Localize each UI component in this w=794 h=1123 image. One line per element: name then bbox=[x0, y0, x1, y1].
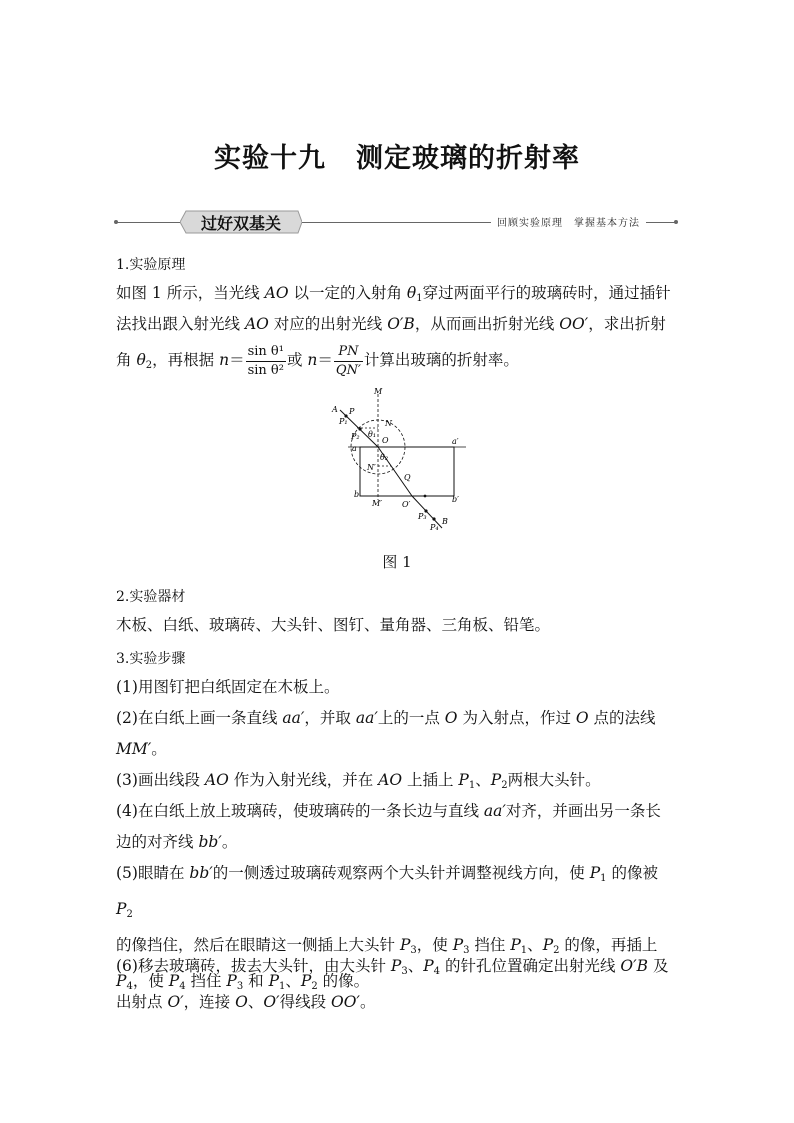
var: P bbox=[399, 936, 411, 954]
figure-caption: 图 1 bbox=[382, 553, 412, 571]
sub: 2 bbox=[126, 909, 133, 920]
label-o: O bbox=[382, 436, 389, 445]
sub: 1 bbox=[600, 873, 607, 884]
label-theta1: θ₁ bbox=[368, 430, 377, 439]
var: P bbox=[589, 864, 601, 882]
text: 挡住 bbox=[469, 936, 511, 954]
var: P bbox=[390, 957, 402, 975]
label-b: b bbox=[354, 490, 360, 499]
text: 、 bbox=[407, 957, 424, 975]
text: 对齐，并画出另一条长 bbox=[505, 802, 661, 820]
sub: 2 bbox=[311, 981, 318, 992]
sub: 3 bbox=[463, 945, 470, 956]
principle-line-3-formula bbox=[116, 340, 678, 386]
var: P bbox=[542, 936, 554, 954]
sub: 3 bbox=[236, 981, 244, 992]
label-theta2: θ₂ bbox=[380, 453, 389, 462]
text: 作为入射光线，并在 bbox=[228, 771, 379, 789]
label-m-prime: M′ bbox=[372, 499, 383, 508]
text: 两根大头针。 bbox=[507, 771, 601, 789]
text: ，使 bbox=[416, 936, 453, 954]
text: 的一侧透过玻璃砖观察两个大头针并调整视线方向，使 bbox=[212, 864, 590, 882]
label-p1: P₁ bbox=[339, 417, 348, 426]
var: θ bbox=[136, 351, 146, 369]
text: 法找出跟入射光线 bbox=[116, 315, 245, 333]
text: 、 bbox=[247, 993, 264, 1011]
sub: 3 bbox=[410, 945, 417, 956]
sub: 4 bbox=[433, 966, 441, 977]
var: O′B bbox=[620, 957, 649, 975]
label-b-point: B bbox=[442, 517, 448, 526]
pin-p2 bbox=[358, 427, 361, 430]
sub: 3 bbox=[401, 966, 408, 977]
label-p: P bbox=[349, 407, 355, 416]
equipment-text: 木板、白纸、玻璃砖、大头针、图钉、量角器、三角板、铅笔。 bbox=[116, 616, 551, 634]
label-p3: P₃ bbox=[418, 512, 427, 521]
var: P bbox=[116, 972, 127, 990]
text: 角 bbox=[116, 351, 137, 369]
equipment-heading: 2.实验器材 bbox=[116, 589, 186, 605]
sub: 2 bbox=[553, 945, 560, 956]
var: AO bbox=[378, 771, 403, 789]
text: 上插上 bbox=[402, 771, 459, 789]
label-p2: P₂ bbox=[351, 432, 360, 441]
text: 的针孔位置确定出射光线 bbox=[440, 957, 621, 975]
label-a-point: A bbox=[332, 405, 338, 414]
var: P bbox=[452, 936, 464, 954]
sub: 4 bbox=[179, 981, 186, 992]
var: bb′ bbox=[198, 833, 222, 851]
text: ，求出折射 bbox=[588, 315, 666, 333]
var: P bbox=[510, 936, 521, 954]
var: O bbox=[235, 993, 248, 1011]
text: 得线段 bbox=[279, 993, 332, 1011]
text: (5)眼睛在 bbox=[116, 864, 190, 882]
sub: 2 bbox=[501, 780, 508, 791]
fraction-length bbox=[334, 343, 363, 380]
label-o-prime: O′ bbox=[402, 500, 411, 509]
label-a-prime: a′ bbox=[452, 437, 459, 446]
principle-line-2 bbox=[116, 309, 678, 340]
text: ，从而画出折射光线 bbox=[414, 315, 560, 333]
label-n-prime: N′ bbox=[367, 463, 376, 472]
var: AO bbox=[244, 315, 269, 333]
text: ，再根据 bbox=[152, 351, 220, 369]
section-header bbox=[116, 210, 676, 234]
text: 、 bbox=[527, 936, 543, 954]
label-a: a bbox=[352, 444, 357, 453]
label-q: Q bbox=[404, 473, 411, 482]
var: O bbox=[575, 709, 589, 727]
label-n: N bbox=[385, 419, 392, 428]
var: P bbox=[268, 972, 280, 990]
section-subtitle: 回顾实验原理 掌握基本方法 bbox=[491, 214, 646, 229]
text: 、 bbox=[475, 771, 491, 789]
steps-heading: 3.实验步骤 bbox=[116, 651, 186, 667]
sub: 1 bbox=[520, 945, 528, 956]
var: P bbox=[490, 771, 502, 789]
principle-heading: 1.实验原理 bbox=[116, 257, 186, 273]
sub: 1 bbox=[468, 780, 476, 791]
step-6 bbox=[116, 951, 678, 1018]
diagram-svg bbox=[330, 388, 470, 538]
var: P bbox=[300, 972, 312, 990]
text: ＝ bbox=[229, 351, 245, 369]
var: bb′ bbox=[189, 864, 213, 882]
text: 挡住 bbox=[185, 972, 227, 990]
text: ，并取 bbox=[304, 709, 356, 727]
refraction-diagram bbox=[330, 388, 470, 542]
var: O′ bbox=[167, 993, 184, 1011]
label-p4: P₄ bbox=[430, 523, 439, 532]
var: P bbox=[116, 900, 127, 918]
text: 的像被 bbox=[606, 864, 658, 882]
divider-dot-right bbox=[674, 220, 678, 224]
text: 的像，再插上 bbox=[559, 936, 658, 954]
fraction-sin bbox=[246, 343, 286, 380]
point-mark bbox=[424, 495, 427, 498]
step-2 bbox=[116, 703, 678, 765]
pin-p4 bbox=[432, 517, 435, 520]
text: 为入射点，作过 bbox=[457, 709, 576, 727]
text: 。 bbox=[221, 833, 238, 851]
text: 如图 1 所示，当光线 bbox=[116, 284, 265, 302]
var: MM′ bbox=[116, 740, 152, 758]
fraction-numerator: PN bbox=[334, 343, 363, 362]
text: ，使 bbox=[132, 972, 169, 990]
text: 和 bbox=[243, 972, 269, 990]
page-title bbox=[0, 136, 794, 175]
text: ，连接 bbox=[183, 993, 236, 1011]
text: (4)在白纸上放上玻璃砖，使玻璃砖的一条长边与直线 bbox=[116, 802, 484, 820]
text: 上的一点 bbox=[377, 709, 445, 727]
var: n bbox=[307, 351, 318, 369]
title-experiment-name: 测定玻璃的折射率 bbox=[356, 143, 580, 174]
text: 的像挡住，然后在眼睛这一侧插上大头针 bbox=[116, 936, 400, 954]
var: aa′ bbox=[483, 802, 506, 820]
step-4 bbox=[116, 796, 678, 858]
var: O′ bbox=[263, 993, 280, 1011]
text: (6)移去玻璃砖，拔去大头针，由大头针 bbox=[116, 957, 391, 975]
var: n bbox=[219, 351, 230, 369]
sub: 1 bbox=[279, 981, 286, 992]
var: O′B bbox=[387, 315, 415, 333]
text: 。 bbox=[151, 740, 167, 758]
var: OO′ bbox=[331, 993, 360, 1011]
var: θ bbox=[406, 284, 417, 302]
text: 或 bbox=[286, 351, 308, 369]
sub: 2 bbox=[145, 360, 153, 371]
text: 边的对齐线 bbox=[116, 833, 199, 851]
text: (2)在白纸上画一条直线 bbox=[116, 709, 283, 727]
var: AO bbox=[264, 284, 289, 302]
text: 以一定的入射角 bbox=[288, 284, 407, 302]
label-b-prime: b′ bbox=[452, 495, 459, 504]
var: P bbox=[423, 957, 434, 975]
sub: 1 bbox=[416, 293, 423, 304]
text: 计算出玻璃的折射率。 bbox=[363, 351, 519, 369]
sub: 4 bbox=[126, 981, 133, 992]
fraction-numerator: sin θ¹ bbox=[246, 343, 286, 362]
var: O bbox=[444, 709, 458, 727]
text: (3)画出线段 bbox=[116, 771, 205, 789]
text: ＝ bbox=[317, 351, 333, 369]
text: 。 bbox=[359, 993, 376, 1011]
label-m: M bbox=[374, 388, 383, 396]
text: 及 bbox=[648, 957, 669, 975]
var: P bbox=[168, 972, 180, 990]
text: 穿过两面平行的玻璃砖时，通过插针 bbox=[422, 284, 671, 302]
var: aa′ bbox=[355, 709, 378, 727]
var: P bbox=[226, 972, 237, 990]
fraction-denominator: QN′ bbox=[335, 362, 361, 378]
var: P bbox=[458, 771, 469, 789]
text: 的像。 bbox=[317, 972, 370, 990]
text: 对应的出射光线 bbox=[268, 315, 388, 333]
var: OO′ bbox=[559, 315, 589, 333]
step-1: (1)用图钉把白纸固定在木板上。 bbox=[116, 678, 340, 696]
text: 点的法线 bbox=[588, 709, 656, 727]
var: AO bbox=[204, 771, 229, 789]
fraction-denominator: sin θ² bbox=[247, 362, 284, 378]
var: aa′ bbox=[282, 709, 305, 727]
divider-dot-left bbox=[114, 220, 118, 224]
text: 、 bbox=[285, 972, 301, 990]
section-tab bbox=[180, 210, 302, 234]
text: 出射点 bbox=[116, 993, 168, 1011]
title-experiment-number: 实验十九 bbox=[214, 143, 326, 174]
section-tab-label: 过好双基关 bbox=[200, 214, 281, 233]
